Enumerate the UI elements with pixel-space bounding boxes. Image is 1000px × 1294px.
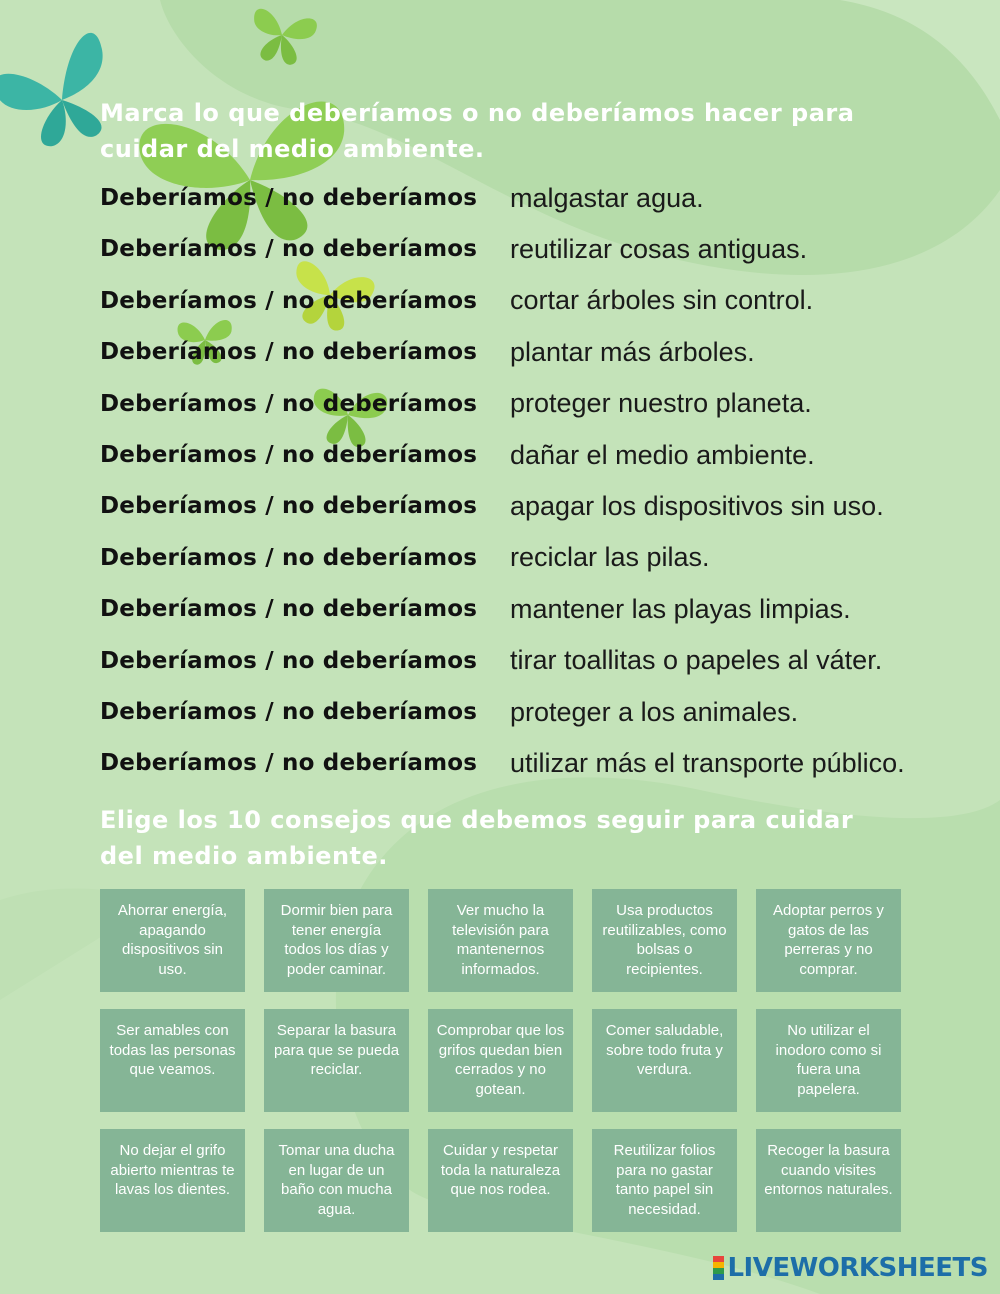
choice-separator: / — [265, 236, 274, 263]
option-deberiamos[interactable]: Deberíamos — [100, 236, 257, 263]
option-deberiamos[interactable]: Deberíamos — [100, 699, 257, 725]
advice-card[interactable]: Ser amables con todas las personas que veamos. — [100, 1009, 245, 1112]
option-deberiamos[interactable]: Deberíamos — [100, 647, 257, 674]
option-no-deberiamos[interactable]: no deberíamos — [282, 442, 478, 468]
option-no-deberiamos[interactable]: no deberíamos — [282, 750, 478, 777]
statement-row — [100, 178, 704, 218]
statement-text: utilizar más el transporte público. — [510, 747, 905, 778]
option-no-deberiamos[interactable]: no deberíamos — [282, 236, 478, 263]
instructions-title: Marca lo que deberíamos o no deberíamos hacer para cuidar del medio ambiente. — [100, 99, 855, 163]
option-no-deberiamos[interactable]: no deberíamos — [282, 699, 478, 725]
choice-selector — [100, 596, 510, 622]
choice-separator: / — [265, 390, 274, 417]
statement-text: dañar el medio ambiente. — [510, 439, 815, 470]
choice-selector — [100, 493, 510, 519]
choice-separator: / — [265, 750, 274, 777]
statement-text: tirar toallitas o papeles al váter. — [510, 645, 883, 676]
option-deberiamos[interactable]: Deberíamos — [100, 185, 257, 211]
choice-separator: / — [265, 287, 274, 314]
choice-separator: / — [265, 699, 274, 725]
choice-selector — [100, 339, 510, 365]
option-deberiamos[interactable]: Deberíamos — [100, 287, 257, 314]
advice-card[interactable]: Comer saludable, sobre todo fruta y verdura. — [592, 1009, 737, 1112]
choice-separator: / — [265, 442, 274, 468]
statement-text: reutilizar cosas antiguas. — [510, 233, 808, 264]
advice-card[interactable]: Ahorrar energía, apagando dispositivos sin uso. — [100, 889, 245, 992]
statement-row — [100, 384, 812, 424]
statement-row — [100, 229, 807, 269]
advice-card[interactable]: Adoptar perros y gatos de las perreras y no comprar. — [756, 889, 901, 992]
statement-row — [100, 435, 815, 475]
statement-text: plantar más árboles. — [510, 336, 755, 367]
choice-selector — [100, 545, 510, 571]
advice-card[interactable]: Cuidar y respetar toda la naturaleza que nos rodea. — [428, 1129, 573, 1232]
option-deberiamos[interactable]: Deberíamos — [100, 493, 257, 520]
option-deberiamos[interactable]: Deberíamos — [100, 750, 257, 777]
choice-separator: / — [265, 493, 274, 520]
advice-card[interactable]: Ver mucho la televisión para mantenernos informados. — [428, 889, 573, 992]
choice-separator: / — [265, 339, 274, 366]
logo-text: LIVEWORKSHEETS — [727, 1253, 988, 1283]
statement-text: cortar árboles sin control. — [510, 285, 814, 316]
choice-selector — [100, 185, 510, 211]
statement-text: proteger a los animales. — [510, 696, 799, 727]
option-deberiamos[interactable]: Deberíamos — [100, 390, 257, 417]
statement-text: malgastar agua. — [510, 182, 704, 213]
logo-boxes — [713, 1256, 724, 1280]
statement-row — [100, 641, 882, 681]
choice-separator: / — [265, 185, 274, 211]
choice-separator: / — [265, 544, 274, 571]
option-deberiamos[interactable]: Deberíamos — [100, 442, 257, 468]
statement-text: mantener las playas limpias. — [510, 593, 851, 624]
statement-row — [100, 281, 813, 321]
advice-card[interactable]: No utilizar el inodoro como si fuera una papelera. — [756, 1009, 901, 1112]
option-deberiamos[interactable]: Deberíamos — [100, 339, 257, 366]
advice-card[interactable]: Separar la basura para que se pueda reciclar. — [264, 1009, 409, 1112]
option-deberiamos[interactable]: Deberíamos — [100, 544, 257, 571]
choice-selector — [100, 699, 510, 725]
statement-text: proteger nuestro planeta. — [510, 388, 812, 419]
statement-text: apagar los dispositivos sin uso. — [510, 490, 884, 521]
option-deberiamos[interactable]: Deberíamos — [100, 596, 257, 623]
statement-row — [100, 538, 710, 578]
statement-text: reciclar las pilas. — [510, 542, 710, 573]
statement-row — [100, 486, 884, 526]
choice-selector — [100, 648, 510, 674]
statement-row — [100, 332, 755, 372]
statement-row — [100, 589, 851, 629]
choice-selector — [100, 442, 510, 468]
choice-selector — [100, 391, 510, 417]
advice-card[interactable]: Dormir bien para tener energía todos los días y poder caminar. — [264, 889, 409, 992]
option-no-deberiamos[interactable]: no deberíamos — [282, 185, 478, 211]
logo-box-e — [713, 1274, 724, 1280]
advice-card[interactable]: Usa productos reutilizables, como bolsas o recipientes. — [592, 889, 737, 992]
advice-card[interactable]: Reutilizar folios para no gastar tanto papel sin necesidad. — [592, 1129, 737, 1232]
advice-card[interactable]: Tomar una ducha en lugar de un baño con mucha agua. — [264, 1129, 409, 1232]
choice-selector — [100, 236, 510, 262]
option-no-deberiamos[interactable]: no deberíamos — [282, 287, 478, 314]
choice-separator: / — [265, 596, 274, 623]
statement-row — [100, 743, 905, 783]
choice-selector — [100, 750, 510, 776]
statement-row — [100, 692, 798, 732]
option-no-deberiamos[interactable]: no deberíamos — [282, 390, 478, 417]
option-no-deberiamos[interactable]: no deberíamos — [282, 544, 478, 571]
option-no-deberiamos[interactable]: no deberíamos — [282, 647, 478, 674]
advice-card[interactable]: Comprobar que los grifos quedan bien cerrados y no gotean. — [428, 1009, 573, 1112]
option-no-deberiamos[interactable]: no deberíamos — [282, 493, 478, 520]
instructions-subtitle: Elige los 10 consejos que debemos seguir para cuidar del medio ambiente. — [100, 806, 854, 870]
option-no-deberiamos[interactable]: no deberíamos — [282, 596, 478, 623]
choice-separator: / — [265, 647, 274, 674]
choice-selector — [100, 288, 510, 314]
advice-card[interactable]: No dejar el grifo abierto mientras te lavas los dientes. — [100, 1129, 245, 1232]
advice-card[interactable]: Recoger la basura cuando visites entornos naturales. — [756, 1129, 901, 1232]
option-no-deberiamos[interactable]: no deberíamos — [282, 339, 478, 366]
liveworksheets-logo — [713, 1253, 988, 1283]
